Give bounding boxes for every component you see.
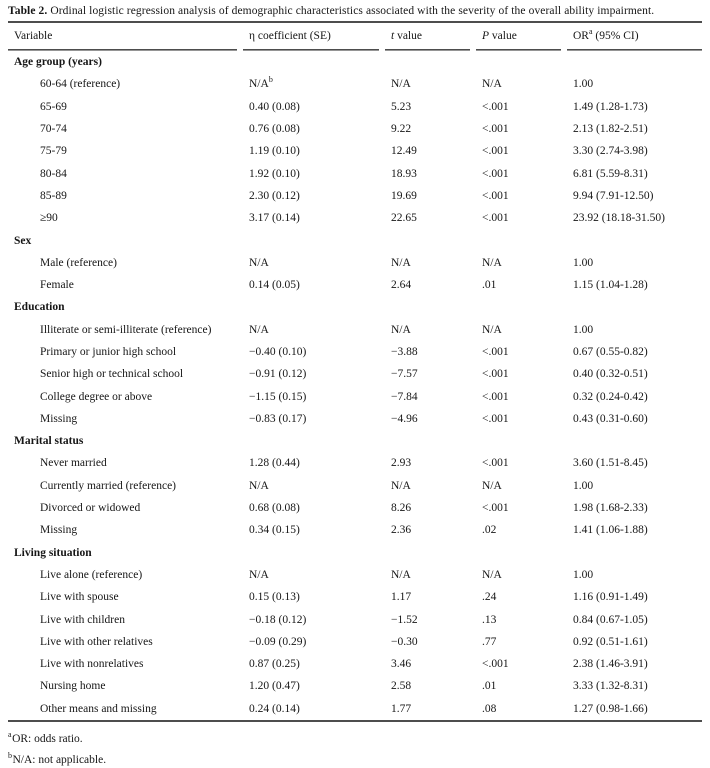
t-value-cell: N/A: [391, 256, 411, 269]
table-row: [8, 140, 702, 162]
p-value-cell: <.001: [482, 457, 509, 470]
variable-cell: Female: [40, 279, 74, 292]
t-value-cell: 3.46: [391, 658, 412, 671]
variable-cell: College degree or above: [40, 390, 153, 403]
col-header-or-ci: $OR^a$ (95% CI): [567, 23, 702, 51]
variable-cell: Living situation: [14, 546, 92, 559]
or-ci-cell: 1.00: [573, 256, 594, 269]
p-value-cell: <.001: [482, 412, 509, 425]
variable-cell: Primary or junior high school: [40, 346, 177, 358]
eta-coefficient-cell: N/A: [249, 256, 269, 269]
p-value-cell: N/A: [482, 256, 502, 269]
p-value-cell: <.001: [482, 189, 509, 202]
empty-cell: [243, 229, 385, 251]
table-row: [8, 118, 702, 140]
table-row: [8, 162, 702, 184]
table-row: [8, 519, 702, 541]
or-ci-cell: 1.27 (0.98-1.66): [573, 702, 648, 715]
empty-cell: [476, 542, 567, 564]
eta-coefficient-cell: N/A: [249, 479, 269, 492]
variable-cell: Age group (years): [14, 56, 102, 69]
t-value-cell: −1.52: [391, 613, 418, 626]
table-title: [8, 0, 702, 18]
empty-cell: [476, 296, 567, 318]
or-ci-cell: 6.81 (5.59-8.31): [573, 167, 648, 180]
footnote-marker-a: a: [588, 27, 593, 37]
p-value-cell: <.001: [482, 212, 509, 225]
footnote-marker-b: b: [268, 75, 273, 85]
variable-cell: Illiterate or semi-illiterate (reference): [40, 323, 212, 336]
footnote-text: OR: odds ratio.: [12, 732, 83, 745]
empty-cell: [567, 542, 702, 564]
eta-coefficient-cell: −0.18 (0.12): [249, 613, 307, 626]
eta-coefficient-cell: 0.87 (0.25): [249, 658, 300, 671]
empty-cell: [385, 296, 476, 318]
table-row: [8, 341, 702, 363]
or-ci-cell: 2.13 (1.82-2.51): [573, 123, 648, 136]
or-ci-cell: 3.33 (1.32-8.31): [573, 680, 648, 693]
variable-cell: Senior high or technical school: [40, 368, 184, 381]
or-ci-cell: 1.00: [573, 78, 594, 91]
or-ci-cell: 0.43 (0.31-0.60): [573, 412, 648, 425]
empty-cell: [243, 542, 385, 564]
or-ci-cell: 0.67 (0.55-0.82): [573, 346, 648, 358]
p-value-cell: <.001: [482, 346, 509, 358]
table-row: [8, 608, 702, 630]
or-ci-cell: 1.98 (1.68-2.33): [573, 502, 648, 515]
table-number-label: Table 2.: [8, 5, 48, 17]
or-ci-cell: 2.38 (1.46-3.91): [573, 658, 648, 671]
or-ci-cell: 9.94 (7.91-12.50): [573, 189, 654, 202]
variable-cell: Marital status: [14, 435, 84, 448]
empty-cell: [385, 430, 476, 452]
or-ci-cell: 3.30 (2.74-3.98): [573, 145, 648, 158]
eta-coefficient-cell: 0.14 (0.05): [249, 279, 300, 292]
eta-coefficient-cell: 0.68 (0.08): [249, 502, 300, 515]
variable-cell: Never married: [40, 457, 107, 470]
or-ci-cell: 1.41 (1.06-1.88): [573, 524, 648, 537]
footnote-text: N/A: not applicable.: [12, 753, 107, 766]
eta-coefficient-cell: 1.20 (0.47): [249, 680, 300, 693]
eta-coefficient-cell: 0.15 (0.13): [249, 591, 300, 604]
t-value-cell: −0.30: [391, 635, 418, 648]
table-caption: Ordinal logistic regression analysis of demographic characteristics associated with the severity of the overall ability impairment.: [47, 5, 655, 17]
eta-coefficient-cell: −0.40 (0.10): [249, 346, 307, 358]
p-value-cell: .24: [482, 591, 497, 604]
empty-cell: [243, 296, 385, 318]
col-header-eta-coefficient: η coefficient (SE): [243, 23, 385, 51]
p-value-cell: <.001: [482, 123, 509, 136]
eta-coefficient-cell: −0.91 (0.12): [249, 368, 307, 381]
t-value-cell: N/A: [391, 78, 411, 91]
footnote-marker-b: b: [8, 751, 12, 761]
table-row: [8, 73, 702, 95]
table-body: [8, 51, 702, 720]
or-ci-cell: 1.00: [573, 479, 594, 492]
p-value-cell: .13: [482, 613, 497, 626]
or-ci-cell: 1.15 (1.04-1.28): [573, 279, 648, 292]
table-row: [8, 408, 702, 430]
eta-coefficient-cell: $N/A^b$: [249, 75, 273, 91]
empty-cell: [243, 51, 385, 73]
footnote-or: [8, 732, 702, 746]
variable-cell: Sex: [14, 234, 32, 247]
empty-cell: [476, 51, 567, 73]
eta-coefficient-cell: 0.34 (0.15): [249, 524, 300, 537]
table-row: [8, 96, 702, 118]
col-header-t-value: t value: [385, 23, 476, 51]
empty-cell: [243, 430, 385, 452]
eta-coefficient-cell: N/A: [249, 568, 269, 581]
p-value-cell: .02: [482, 524, 497, 537]
or-ci-cell: 0.92 (0.51-1.61): [573, 635, 648, 648]
table-row: [8, 207, 702, 229]
variable-cell: Nursing home: [40, 680, 106, 693]
variable-cell: Live with nonrelatives: [40, 658, 144, 671]
variable-cell: 65-69: [40, 100, 67, 113]
eta-coefficient-cell: 0.40 (0.08): [249, 100, 300, 113]
t-value-cell: 2.93: [391, 457, 412, 470]
eta-coefficient-cell: 3.17 (0.14): [249, 212, 300, 225]
footnote-marker-a: a: [8, 730, 12, 740]
t-value-cell: 18.93: [391, 167, 417, 180]
eta-coefficient-cell: 1.28 (0.44): [249, 457, 300, 470]
empty-cell: [476, 430, 567, 452]
t-value-cell: 12.49: [391, 145, 417, 158]
eta-coefficient-cell: 2.30 (0.12): [249, 189, 300, 202]
t-value-cell: 2.36: [391, 524, 412, 537]
or-ci-cell: 3.60 (1.51-8.45): [573, 457, 648, 470]
or-ci-cell: 1.00: [573, 568, 594, 581]
t-value-cell: 9.22: [391, 123, 412, 136]
p-value-cell: .01: [482, 279, 497, 292]
p-value-cell: .77: [482, 635, 497, 648]
table-row: [8, 252, 702, 274]
table-footnotes: [8, 732, 702, 767]
table-row: [8, 385, 702, 407]
variable-cell: Live alone (reference): [40, 568, 143, 581]
t-value-cell: 22.65: [391, 212, 417, 225]
empty-cell: [476, 229, 567, 251]
table-row: [8, 653, 702, 675]
t-value-cell: −7.84: [391, 390, 418, 403]
or-ci-cell: 23.92 (18.18-31.50): [573, 212, 665, 225]
p-value-cell: .08: [482, 702, 497, 715]
eta-coefficient-cell: −0.83 (0.17): [249, 412, 307, 425]
or-ci-cell: 1.49 (1.28-1.73): [573, 100, 648, 113]
empty-cell: [385, 229, 476, 251]
col-header-p-value: P value: [476, 23, 567, 51]
variable-cell: Divorced or widowed: [40, 502, 141, 515]
table-row: [8, 363, 702, 385]
variable-cell: Education: [14, 301, 65, 314]
eta-coefficient-cell: −1.15 (0.15): [249, 390, 307, 403]
variable-cell: ≥90: [40, 212, 58, 225]
p-value-cell: <.001: [482, 167, 509, 180]
eta-coefficient-cell: 1.19 (0.10): [249, 145, 300, 158]
p-value-cell: N/A: [482, 479, 502, 492]
variable-cell: 60-64 (reference): [40, 78, 121, 91]
t-value-cell: 1.77: [391, 702, 412, 715]
regression-table: [8, 21, 702, 722]
col-header-variable: Variable: [8, 23, 243, 51]
t-value-cell: 1.17: [391, 591, 412, 604]
eta-coefficient-cell: N/A: [249, 323, 269, 336]
t-value-cell: N/A: [391, 479, 411, 492]
variable-cell: Live with children: [40, 613, 125, 626]
variable-cell: Live with other relatives: [40, 635, 153, 648]
t-value-cell: 5.23: [391, 100, 412, 113]
section-row: [8, 542, 702, 564]
eta-coefficient-cell: 0.24 (0.14): [249, 702, 300, 715]
variable-cell: 80-84: [40, 167, 67, 180]
p-value-cell: <.001: [482, 502, 509, 515]
table-row: [8, 475, 702, 497]
t-value-cell: −4.96: [391, 412, 418, 425]
variable-cell: Live with spouse: [40, 591, 119, 604]
variable-cell: 70-74: [40, 123, 67, 136]
eta-coefficient-cell: 1.92 (0.10): [249, 167, 300, 180]
table-row: [8, 631, 702, 653]
variable-cell: Missing: [40, 412, 78, 425]
empty-cell: [567, 430, 702, 452]
or-ci-cell: 0.84 (0.67-1.05): [573, 613, 648, 626]
t-value-cell: N/A: [391, 323, 411, 336]
t-value-cell: 8.26: [391, 502, 412, 515]
table-row: [8, 564, 702, 586]
t-value-cell: 19.69: [391, 189, 417, 202]
p-value-cell: .01: [482, 680, 497, 693]
section-row: [8, 229, 702, 251]
p-value-cell: <.001: [482, 658, 509, 671]
p-value-cell: <.001: [482, 390, 509, 403]
variable-cell: Other means and missing: [40, 702, 157, 715]
t-value-cell: −7.57: [391, 368, 418, 381]
p-value-cell: N/A: [482, 78, 502, 91]
p-value-cell: N/A: [482, 568, 502, 581]
section-row: [8, 296, 702, 318]
table-row: [8, 185, 702, 207]
or-ci-cell: 1.16 (0.91-1.49): [573, 591, 648, 604]
variable-cell: Currently married (reference): [40, 479, 177, 492]
variable-cell: 85-89: [40, 189, 67, 202]
table-row: [8, 274, 702, 296]
t-value-cell: 2.58: [391, 680, 412, 693]
empty-cell: [567, 229, 702, 251]
or-ci-cell: 0.40 (0.32-0.51): [573, 368, 648, 381]
footnote-na: [8, 753, 702, 767]
section-row: [8, 51, 702, 73]
p-value-cell: <.001: [482, 145, 509, 158]
t-value-cell: 2.64: [391, 279, 412, 292]
variable-cell: 75-79: [40, 145, 67, 158]
empty-cell: [385, 51, 476, 73]
eta-coefficient-cell: −0.09 (0.29): [249, 635, 307, 648]
or-ci-cell: 0.32 (0.24-0.42): [573, 390, 648, 403]
t-value-cell: −3.88: [391, 346, 418, 358]
table-row: [8, 452, 702, 474]
p-value-cell: <.001: [482, 368, 509, 381]
empty-cell: [385, 542, 476, 564]
p-value-cell: <.001: [482, 100, 509, 113]
variable-cell: Male (reference): [40, 256, 117, 269]
t-value-cell: N/A: [391, 568, 411, 581]
header-row: [8, 23, 702, 51]
table-row: [8, 319, 702, 341]
table-row: [8, 586, 702, 608]
table-row: [8, 675, 702, 697]
or-ci-cell: 1.00: [573, 323, 594, 336]
empty-cell: [567, 296, 702, 318]
eta-coefficient-cell: 0.76 (0.08): [249, 123, 300, 136]
empty-cell: [567, 51, 702, 73]
variable-cell: Missing: [40, 524, 78, 537]
section-row: [8, 430, 702, 452]
table-row: [8, 698, 702, 720]
table-row: [8, 497, 702, 519]
p-value-cell: N/A: [482, 323, 502, 336]
table-header: [8, 23, 702, 51]
